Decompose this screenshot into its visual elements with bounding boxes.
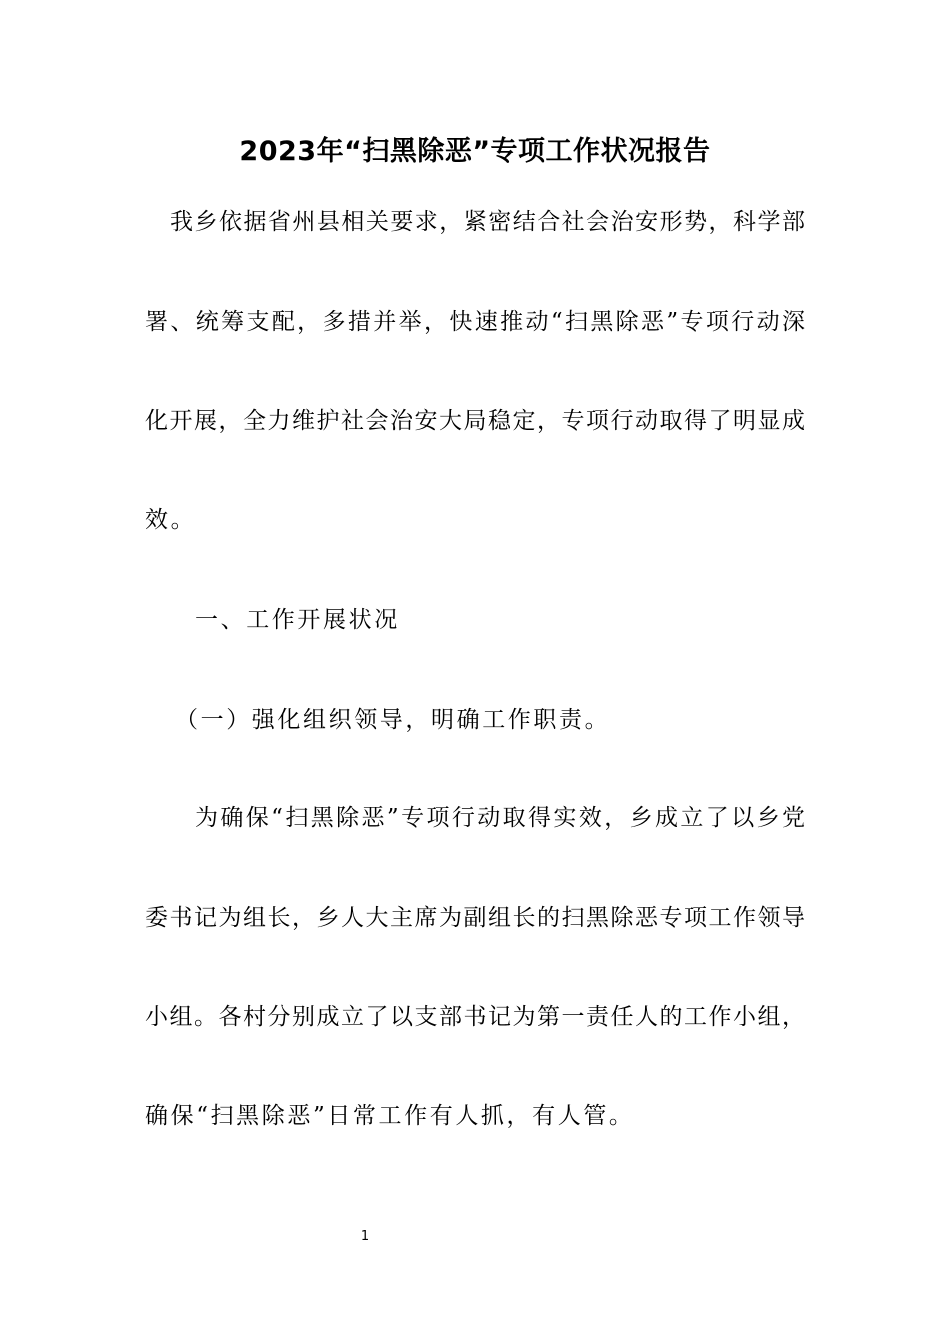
page-number: 1 (360, 1229, 370, 1244)
section-heading-1: 一、工作开展状况 (195, 607, 400, 633)
subsection-heading-1: （一）强化组织领导，明确工作职责。 (175, 707, 611, 733)
paragraph-1-line-2: 署、统筹支配，多措并举，快速推动“扫黑除恶”专项行动深 (145, 309, 805, 335)
paragraph-2-line-2: 委书记为组长，乡人大主席为副组长的扫黑除恶专项工作领导 (145, 905, 805, 931)
document-title: 2023年“扫黑除恶”专项工作状况报告 (239, 136, 711, 167)
paragraph-1-line-1: 我乡依据省州县相关要求，紧密结合社会治安形势，科学部 (170, 209, 805, 235)
paragraph-2-line-1: 为确保“扫黑除恶”专项行动取得实效，乡成立了以乡党 (195, 805, 805, 831)
paragraph-2-line-3: 小组。各村分别成立了以支部书记为第一责任人的工作小组， (145, 1004, 805, 1030)
paragraph-2-line-4: 确保“扫黑除恶”日常工作有人抓，有人管。 (145, 1103, 635, 1129)
paragraph-1-line-4: 效。 (145, 507, 197, 533)
paragraph-1-line-3: 化开展，全力维护社会治安大局稳定，专项行动取得了明显成 (145, 408, 805, 434)
